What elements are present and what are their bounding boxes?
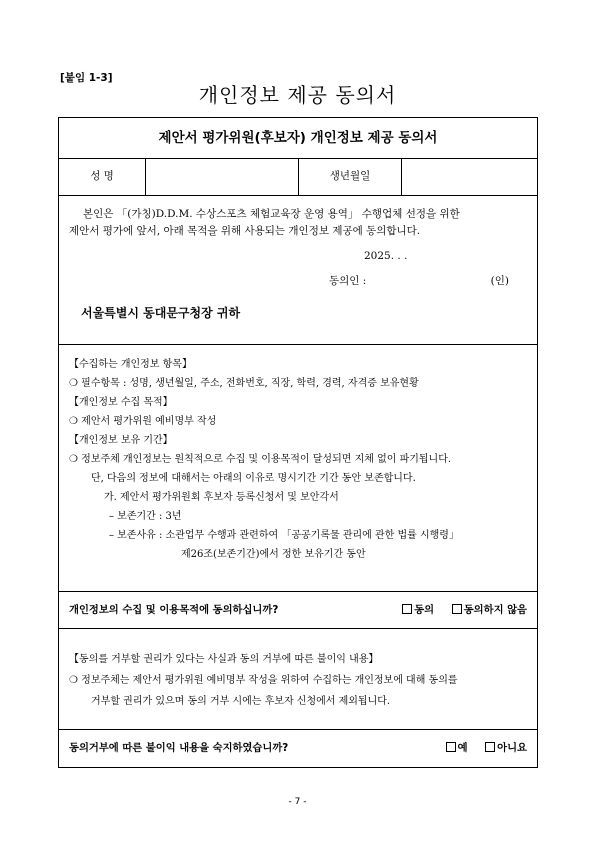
consent-question (69, 592, 527, 628)
name-field[interactable] (146, 158, 298, 195)
birth-field[interactable] (402, 158, 539, 195)
question-text: 동의거부에 따른 불이익 내용을 숙지하였습니까? (69, 742, 289, 754)
acknowledge-question (69, 730, 527, 766)
yes-label: 예 (457, 742, 468, 754)
yes-checkbox[interactable] (446, 742, 456, 752)
birth-label: 생년월일 (329, 170, 371, 182)
list-item (69, 374, 531, 393)
refusal-info (69, 649, 531, 712)
agree-checkbox[interactable] (402, 604, 412, 614)
retention-reason-continuation: 제26조(보존기간)에서 정한 보유기간 동안 (181, 549, 366, 560)
section-heading: 【동의를 거부할 권리가 있다는 사실과 동의 거부에 따른 불이익 내용】 (69, 654, 379, 665)
list-item (69, 670, 531, 691)
bullet-icon: ❍ (69, 454, 78, 465)
sub-item: 가. 제안서 평가위원회 후보자 등록신청서 및 보안각서 (104, 492, 339, 503)
item-text: 필수항목 : 성명, 생년월일, 주소, 전화번호, 직장, 학력, 경력, 자격증 보유현황 (81, 378, 419, 389)
bullet-icon: ❍ (69, 675, 78, 686)
section-heading: 【수집하는 개인정보 항목】 (69, 359, 192, 370)
consent-options (388, 592, 527, 628)
item-text: 제안서 평가위원 예비명부 작성 (81, 416, 217, 427)
item-continuation: 단, 다음의 정보에 대해서는 아래의 이유로 명시기간 기간 동안 보존합니다. (91, 473, 416, 484)
retention-reason: – 보존사유 : 소관업무 수행과 관련하여 「공공기록물 관리에 관한 법률 시행령」 (109, 530, 459, 541)
item-text: 정보주체 개인정보는 원칙적으로 수집 및 이용목적이 달성되면 지체 없이 파기됩니다. (81, 454, 452, 465)
consent-line: 본인은 「(가칭)D.D.M. 수상스포츠 체험교육장 운영 용역」 수행업체 선정을 위한 (83, 208, 460, 220)
yes-option[interactable] (446, 742, 468, 754)
agree-option[interactable] (402, 604, 434, 616)
page-number: - 7 - (288, 797, 307, 807)
acknowledge-options (432, 730, 527, 766)
consent-date: 2025. . . (364, 250, 408, 262)
no-checkbox[interactable] (485, 742, 495, 752)
privacy-info (69, 355, 531, 564)
bullet-icon: ❍ (69, 416, 78, 427)
no-label: 아니요 (497, 742, 527, 754)
list-item (69, 412, 531, 431)
name-label: 성 명 (90, 170, 114, 182)
page-title: 개인정보 제공 동의서 (198, 83, 397, 107)
list-item (69, 450, 531, 469)
signer-line[interactable] (329, 273, 509, 288)
seal-mark: (인) (490, 275, 509, 287)
consent-statement (69, 206, 525, 240)
divider (59, 628, 537, 629)
agree-label: 동의 (414, 604, 435, 616)
divider (59, 344, 537, 345)
disagree-label: 동의하지 않음 (463, 604, 527, 616)
item-continuation: 거부할 권리가 있으며 동의 거부 시에는 후보자 신청에서 제외됩니다. (91, 696, 391, 707)
divider (59, 195, 537, 196)
disagree-checkbox[interactable] (452, 604, 462, 614)
item-text: 정보주체는 제안서 평가위원 예비명부 작성을 위하여 수집하는 개인정보에 대해 동의를 (81, 675, 458, 686)
consent-form (58, 117, 538, 768)
question-text: 개인정보의 수집 및 이용목적에 동의하십니까? (69, 604, 279, 616)
section-heading: 【개인정보 보유 기간】 (69, 435, 173, 446)
retention-term: – 보존기간 : 3년 (109, 511, 182, 522)
section-heading: 【개인정보 수집 목적】 (69, 397, 173, 408)
signer-label: 동의인 : (329, 275, 367, 287)
attachment-label: [붙임 1-3] (60, 72, 113, 84)
form-title: 제안서 평가위원(후보자) 개인정보 제공 동의서 (158, 130, 438, 146)
bullet-icon: ❍ (69, 378, 78, 389)
consent-line: 제안서 평가에 앞서, 아래 목적을 위해 사용되는 개인정보 제공에 동의합니다. (69, 225, 421, 237)
disagree-option[interactable] (452, 604, 527, 616)
no-option[interactable] (485, 742, 527, 754)
recipient: 서울특별시 동대문구청장 귀하 (81, 306, 241, 320)
